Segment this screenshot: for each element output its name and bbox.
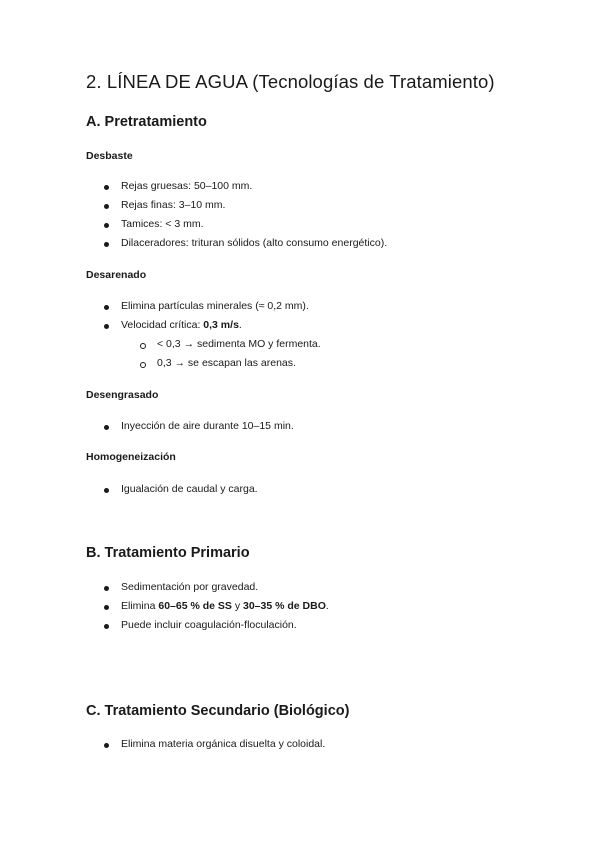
bullet-icon — [104, 324, 109, 329]
list-item: Rejas finas: 3–10 mm. — [121, 199, 226, 211]
list-item: Elimina partículas minerales (≈ 0,2 mm). — [121, 300, 309, 312]
list-item: Puede incluir coagulación-floculación. — [121, 619, 297, 631]
list-item — [121, 600, 329, 612]
text-span: Elimina — [121, 600, 159, 612]
bold-value: 30–35 % de DBO — [243, 600, 326, 612]
text-span: Velocidad crítica: — [121, 319, 204, 331]
list-item: Igualación de caudal y carga. — [121, 483, 258, 495]
bullet-icon — [104, 586, 109, 591]
bullet-icon — [104, 488, 109, 493]
bullet-icon — [104, 185, 109, 190]
list-item: Sedimentación por gravedad. — [121, 581, 259, 593]
page-title: 2. LÍNEA DE AGUA (Tecnologías de Tratamiento) — [86, 71, 495, 92]
section-c-heading: C. Tratamiento Secundario (Biológico) — [86, 703, 350, 719]
text-span: . — [238, 319, 242, 331]
list-item — [121, 319, 242, 331]
list-item: Tamices: < 3 mm. — [121, 218, 204, 230]
sub-list-item: 0,3 → se escapan las arenas. — [157, 357, 296, 369]
bullet-icon — [104, 204, 109, 209]
bold-value: 60–65 % de SS — [158, 600, 232, 612]
bullet-icon — [104, 223, 109, 228]
sub-list-item: < 0,3 → sedimenta MO y fermenta. — [157, 338, 321, 350]
bullet-icon — [104, 242, 109, 247]
text-span: . — [325, 600, 329, 612]
section-b-heading: B. Tratamiento Primario — [86, 545, 250, 561]
circle-bullet-icon — [140, 343, 146, 349]
text-span: y — [231, 600, 243, 612]
bullet-icon — [104, 605, 109, 610]
bullet-icon — [104, 305, 109, 310]
bullet-icon — [104, 743, 109, 748]
bullet-icon — [104, 624, 109, 629]
desarenado-heading: Desarenado — [86, 269, 147, 281]
list-item: Elimina materia orgánica disuelta y coloidal. — [121, 738, 326, 750]
bold-value: 0,3 m/s — [203, 319, 239, 331]
circle-bullet-icon — [140, 362, 146, 368]
list-item: Inyección de aire durante 10–15 min. — [121, 420, 294, 432]
section-a-heading: A. Pretratamiento — [86, 114, 207, 130]
desengrasado-heading: Desengrasado — [86, 389, 159, 401]
desbaste-heading: Desbaste — [86, 150, 133, 162]
bullet-icon — [104, 425, 109, 430]
list-item: Rejas gruesas: 50–100 mm. — [121, 180, 253, 192]
homogeneizacion-heading: Homogeneización — [86, 451, 176, 463]
list-item: Dilaceradores: trituran sólidos (alto consumo energético). — [121, 237, 388, 249]
